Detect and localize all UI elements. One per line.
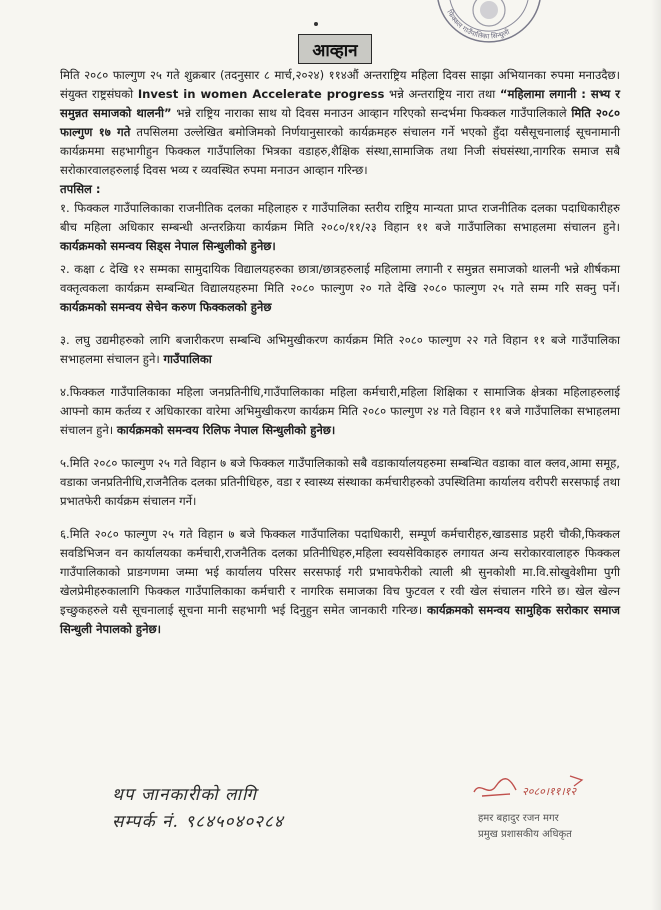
list-item-3 (60, 331, 620, 369)
item-coordination: गाउँपालिका (163, 352, 212, 366)
item-text: २. कक्षा ८ देखि १२ सम्मका सामुदायिक विद्यालयहरुका छात्रा/छात्रहरुलाई महिलामा लगानी र समुन्नत समाजको थालनी भन्ने शीर्षकमा वक्तृत्वकला कार्यक्रम सम्बन्धित विद्यालयहरुमा मिति २०८० फाल्गुण २० गते देखि २०८० फाल्गुण २५ गते सम्म गरि सक्नु पर्ने। (60, 262, 620, 295)
item-coordination: कार्यक्रमको समन्वय सेचेन करुण फिक्कलको हुनेछ (60, 300, 272, 314)
seal-text: फिक्कल गाउँपालिका सिन्धुली (445, 8, 511, 41)
page-edge-shadow (651, 0, 661, 910)
item-text: ३. लघु उद्यमीहरुको लागि बजारीकरण सम्बन्धि अभिमुखीकरण कार्यक्रम मिति २०८० फाल्गुण २२ गते विहान ११ बजे गाउँपालिका सभाहलमा संचालन हुने। (60, 333, 620, 366)
item-text: ५.मिति २०८० फाल्गुण २५ गते विहान ७ बजे फिक्कल गाउँपालिकाको सबै वडाकार्यालयहरुमा सम्बन्धित वडाका वाल क्लव,आमा समूह, वडाका जनप्रतिनीधि,राजनैतिक दलका प्रतिनीधिहरु, वडा र स्वास्थ्य संस्थाका कर्मचारीहरुको उपस्थितिमा कार्यालय वरीपरी सरसफाई तथा प्रभातफेरी कार्यक्रम संचालन गर्ने। (60, 456, 620, 508)
handwritten-contact-note (112, 782, 412, 842)
document-body (60, 66, 620, 639)
intro-text-4: तपसिलमा उल्लेखित बमोजिमको निर्णयानुसारको कार्यक्रमहरु संचालन गर्ने भएको हुँदा यसैसूचनालाई सूचनामानी कार्यक्रममा सहभागीहुन फिक्कल गाउँपालिका भित्रका वडाहरु,शैक्षिक संस्था,सामाजिक तथा निजी संघसंस्था,नागरिक समाज सबै सरोकारवालहरुलाई दिवस भव्य र व्यवस्थित रुपमा मनाउन आव्हान गरिन्छ। (60, 125, 620, 177)
list-item-4 (60, 383, 620, 440)
signature-date: २०८०।११।१२ (522, 785, 577, 798)
intro-bold-slogan-en: Invest in women Accelerate progress (137, 87, 385, 101)
intro-bold-date: मिति २०८० फाल्गुण १७ गते (60, 106, 621, 139)
intro-text-2: भन्ने अन्तराष्ट्रिय नारा तथा (384, 87, 500, 101)
handwritten-line-2: सम्पर्क नं. ९८४५०४०२८४ (112, 812, 284, 832)
tapasil-heading: तपसिल : (60, 182, 101, 196)
office-seal-stamp (430, 0, 548, 62)
intro-text-3: भन्ने राष्ट्रिय नाराका साथ यो दिवस मनाउन आव्हान गरिएको सन्दर्भमा फिक्कल गाउँपालिकाले (171, 106, 572, 120)
intro-paragraph (60, 66, 620, 180)
ink-dot (314, 22, 318, 26)
list-item-2 (60, 260, 620, 317)
item-coordination: कार्यक्रमको समन्वय सिड्स नेपाल सिन्धुलीको हुनेछ। (60, 239, 276, 253)
item-coordination: कार्यक्रमको समन्वय सामुहिक सरोकार समाज सिन्धुली नेपालको हुनेछ। (60, 603, 620, 636)
signatory-name: हमर बहादुर रजन मगर (478, 813, 559, 824)
list-item-5 (60, 454, 620, 511)
handwritten-line-1: थप जानकारीको लागि (112, 785, 257, 805)
list-item-6 (60, 525, 620, 639)
list-item-1 (60, 199, 620, 256)
signature-block (470, 770, 620, 860)
item-text: १. फिक्कल गाउँपालिकाका राजनीतिक दलका महिलाहरु र गाउँपालिका स्तरीय राष्ट्रिय मान्यता प्राप्त राजनीतिक दलका पदाधिकारीहरु बीच महिला अधिकार सम्बन्धी अन्तरक्रिया कार्यक्रम मिति २०८०/११/२३ विहान ११ बजे गाउँपालिका सभाहलमा संचालन हुने। (60, 201, 620, 234)
signatory-designation: प्रमुख प्रशासकीय अधिकृत (478, 829, 572, 840)
item-text: ४.फिक्कल गाउँपालिकाका महिला जनप्रतिनीधि,गाउँपालिकाका महिला कर्मचारी,महिला शिक्षिका र सामाजिक क्षेत्रका महिलाहरुलाई आफ्नो काम कर्तव्य र अधिकारका वारेमा अभिमुखीकरण कार्यक्रम मिति २०८० फाल्गुण २४ गते विहान ११ बजे गाउँपालिका सभाहलमा संचालन हुने। (60, 385, 620, 437)
item-text: ६.मिति २०८० फाल्गुण २५ गते विहान ७ बजे फिक्कल गाउँपालिका पदाधिकारी, सम्पूर्ण कर्मचारीहरु,खाडसाड प्रहरी चौकी,फिक्कल सवडिभिजन वन कार्यालयका कर्मचारी,राजनैतिक दलका प्रतिनीधिहरु,महिला स्वयसेविकाहरु लगायत अन्य सरोकारवालाहरु फिक्कल गाउँपालिकाको प्राङगणमा जम्मा भई कार्यालय परिसर सरसफाई गरी प्रभावफेरीको त्याली श्री सुनकोशी मा.वि.सोखुवेशीमा पुगी खेलप्रेमीहरुकालागि फिक्कल गाउँपालिकाका कर्मचारी र नागरिक समाजका विच फुटवल र रवी खेल संचालन गरिने छ। खेल खेल्न इच्छुकहरुले यसै सूचनालाई सूचना मानी सहभागी भई दिनुहुन समेत जानकारी गरिन्छ। (60, 527, 620, 617)
intro-bold-slogan-np: “महिलामा लगानी : सभ्य र समुन्नत समाजको थालनी” (60, 87, 621, 120)
item-coordination: कार्यक्रमको समन्वय रिलिफ नेपाल सिन्धुलीको हुनेछ। (116, 423, 336, 437)
intro-text-1: मिति २०८० फाल्गुण २५ गते शुक्रबार (तदनुसार ८ मार्च,२०२४) ११४औं अन्तराष्ट्रिय महिला दिवस साझा अभियानका रुपमा मनाउदैछ। संयुक्त राष्ट्रसंघको (60, 68, 620, 101)
document-title: आव्हान (298, 34, 372, 64)
